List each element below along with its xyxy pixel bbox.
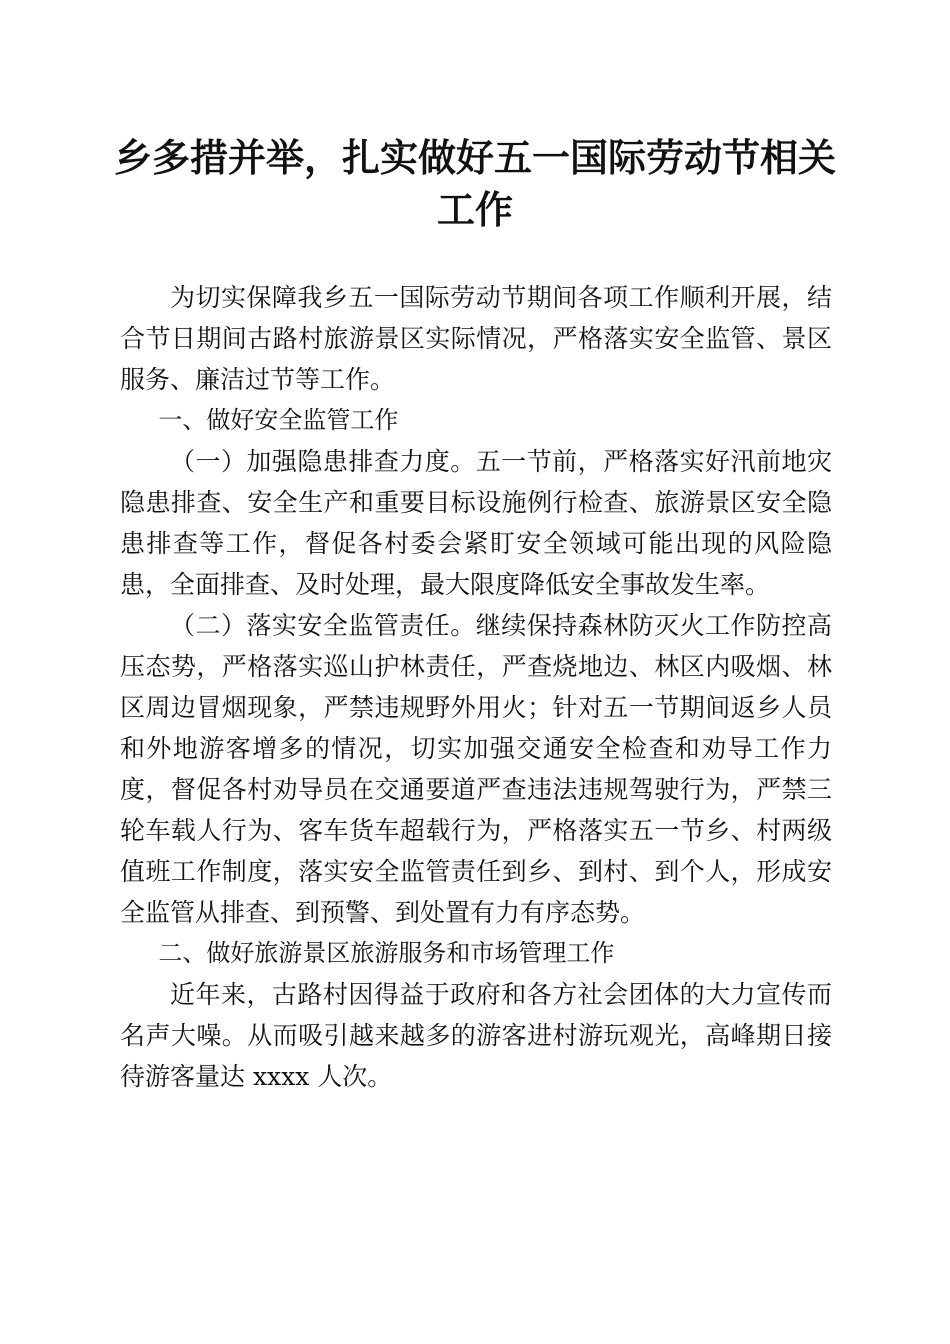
section-1-item-2	[120, 605, 832, 933]
section-1-item-1-lead: （一）加强隐患排查力度。	[170, 447, 476, 476]
section-2-paragraph-1: 近年来，古路村因得益于政府和各方社会团体的大力宣传而名声大噪。从而吸引越来越多的游客进村游玩观光，高峰期日接待游客量达 xxxx 人次。	[120, 980, 832, 1091]
section-1-item-1	[120, 441, 832, 605]
section-1-heading: 一、做好安全监管工作	[158, 406, 399, 434]
intro-paragraph: 为切实保障我乡五一国际劳动节期间各项工作顺利开展，结合节日期间古路村旅游景区实际情况，严格落实安全监管、景区服务、廉洁过节等工作。	[120, 283, 832, 394]
section-1-item-2-text: 继续保持森林防灭火工作防控高压态势，严格落实巡山护林责任，严查烧地边、林区内吸烟、林区周边冒烟现象，严禁违规野外用火；针对五一节期间返乡人员和外地游客增多的情况，切实加强交通安全检查和劝导工作力度，督促各村劝导员在交通要道严查违法违规驾驶行为，严禁三轮车载人行为、客车货车超载行为，严格落实五一节乡、村两级值班工作制度，落实安全监管责任到乡、到村、到个人，形成安全监管从排查、到预警、到处置有力有序态势。	[120, 611, 832, 927]
section-1-item-2-lead: （二）落实安全监管责任。	[170, 611, 476, 640]
document-body	[120, 277, 832, 1097]
document-title: 乡多措并举，扎实做好五一国际劳动节相关工作	[113, 136, 836, 232]
section-1-item-1-text: 五一节前，严格落实好汛前地灾隐患排查、安全生产和重要目标设施例行检查、旅游景区安全隐患排查等工作，督促各村委会紧盯安全领域可能出现的风险隐患，全面排查、及时处理，最大限度降低安全事故发生率。	[120, 447, 832, 599]
section-2-heading: 二、做好旅游景区旅游服务和市场管理工作	[158, 939, 615, 967]
